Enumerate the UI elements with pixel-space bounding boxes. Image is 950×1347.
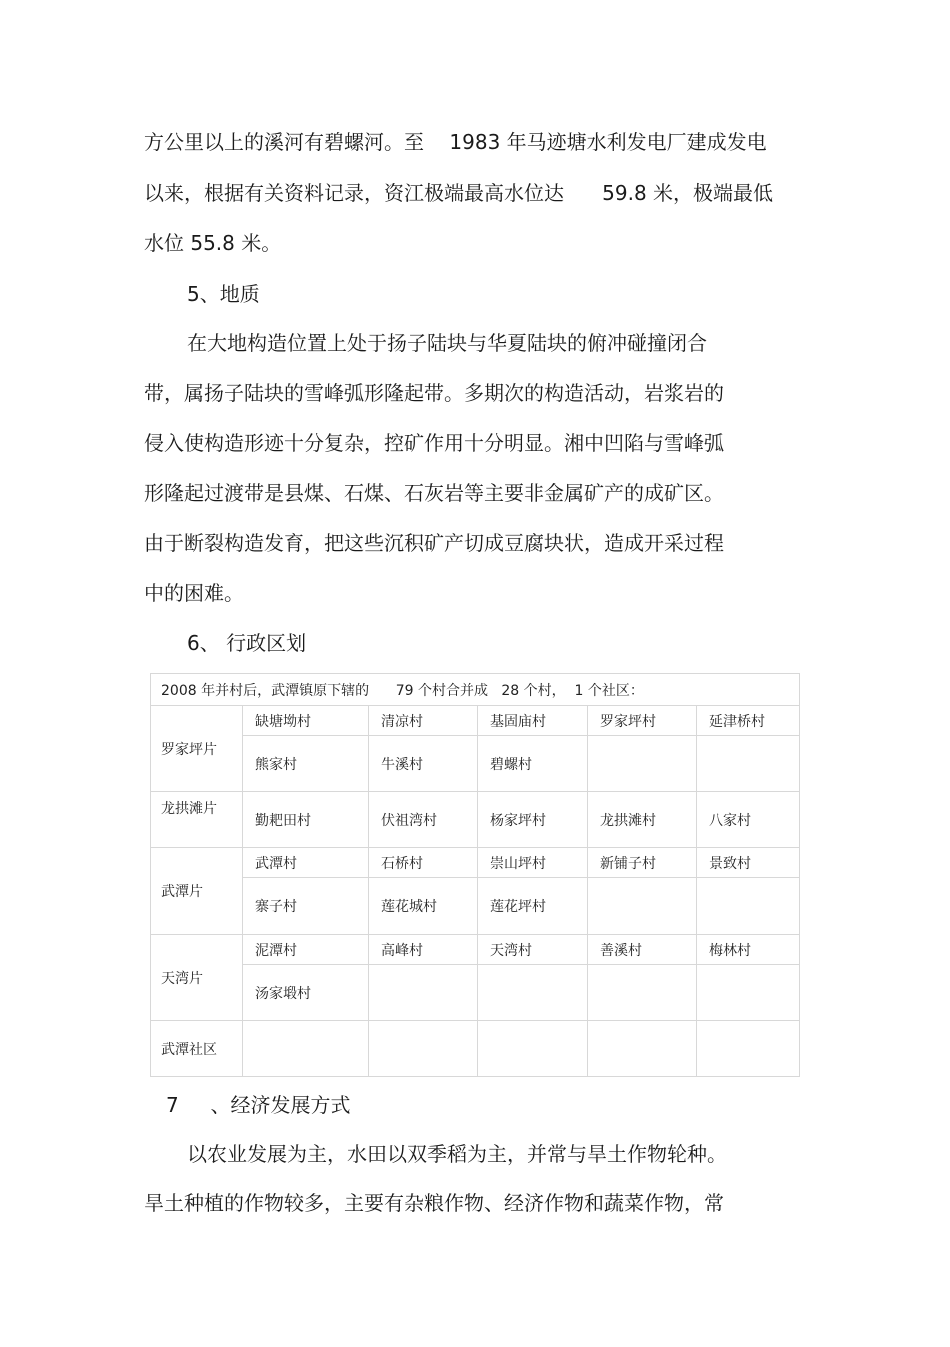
village-cell: 八家村 <box>697 792 800 848</box>
village-cell: 武潭村 <box>243 848 369 878</box>
village-cell: 碧螺村 <box>478 736 588 792</box>
section-heading-administrative: 6、 行政区划 <box>187 631 307 655</box>
village-cell <box>697 736 800 792</box>
village-cell: 莲花坪村 <box>478 878 588 935</box>
village-cell <box>697 878 800 935</box>
village-cell: 龙拱滩村 <box>588 792 697 848</box>
region-label: 罗家坪片 <box>151 706 243 792</box>
village-cell <box>478 965 588 1021</box>
village-cell: 石桥村 <box>369 848 478 878</box>
village-table <box>150 673 800 1077</box>
text-line: 带，属扬子陆块的雪峰弧形隆起带。多期次的构造活动，岩浆岩的 <box>144 381 724 405</box>
village-cell: 罗家坪村 <box>588 706 697 736</box>
village-cell: 熊家村 <box>243 736 369 792</box>
text-line: 侵入使构造形迹十分复杂，控矿作用十分明显。湘中凹陷与雪峰弧 <box>144 431 724 455</box>
text-line: 形隆起过渡带是县煤、石煤、石灰岩等主要非金属矿产的成矿区。 <box>144 481 724 505</box>
text-line: 水位 55.8 米。 <box>144 231 282 255</box>
village-cell: 勤耙田村 <box>243 792 369 848</box>
village-cell <box>588 878 697 935</box>
section-heading-economy: 7 、经济发展方式 <box>166 1093 351 1117</box>
text-line: 以来，根据有关资料记录，资江极端最高水位达 59.8 米，极端最低 <box>144 181 774 205</box>
village-cell: 基固庙村 <box>478 706 588 736</box>
village-cell: 牛溪村 <box>369 736 478 792</box>
village-cell <box>588 1021 697 1077</box>
village-cell: 泥潭村 <box>243 935 369 965</box>
section-heading-geology: 5、地质 <box>187 282 260 306</box>
village-cell: 梅林村 <box>697 935 800 965</box>
table-caption: 2008 年并村后，武潭镇原下辖的 79 个村合并成 28 个村， 1 个社区： <box>151 674 800 706</box>
text-line: 方公里以上的溪河有碧螺河。至 1983 年马迹塘水利发电厂建成发电 <box>144 130 767 154</box>
region-label: 武潭社区 <box>151 1021 243 1077</box>
village-cell: 崇山坪村 <box>478 848 588 878</box>
village-cell <box>588 736 697 792</box>
text-line: 由于断裂构造发育，把这些沉积矿产切成豆腐块状，造成开采过程 <box>144 531 724 555</box>
village-cell: 寨子村 <box>243 878 369 935</box>
region-label: 龙拱滩片 <box>151 792 243 848</box>
village-cell: 景致村 <box>697 848 800 878</box>
village-cell <box>369 965 478 1021</box>
village-cell: 天湾村 <box>478 935 588 965</box>
village-cell <box>243 1021 369 1077</box>
text-line: 以农业发展为主，水田以双季稻为主，并常与旱土作物轮种。 <box>187 1142 727 1166</box>
village-cell <box>478 1021 588 1077</box>
village-cell: 伏祖湾村 <box>369 792 478 848</box>
village-cell: 杨家坪村 <box>478 792 588 848</box>
village-cell: 新铺子村 <box>588 848 697 878</box>
region-label: 武潭片 <box>151 848 243 935</box>
text-line: 在大地构造位置上处于扬子陆块与华夏陆块的俯冲碰撞闭合 <box>187 331 707 355</box>
village-cell <box>697 965 800 1021</box>
village-cell <box>697 1021 800 1077</box>
village-cell: 汤家塅村 <box>243 965 369 1021</box>
text-line: 旱土种植的作物较多，主要有杂粮作物、经济作物和蔬菜作物，常 <box>144 1191 724 1215</box>
village-cell <box>369 1021 478 1077</box>
village-cell: 善溪村 <box>588 935 697 965</box>
village-cell: 清凉村 <box>369 706 478 736</box>
village-cell: 延津桥村 <box>697 706 800 736</box>
village-cell: 缺塘坳村 <box>243 706 369 736</box>
village-cell: 高峰村 <box>369 935 478 965</box>
village-cell <box>588 965 697 1021</box>
text-line: 中的困难。 <box>144 581 244 605</box>
region-label: 天湾片 <box>151 935 243 1021</box>
village-cell: 莲花城村 <box>369 878 478 935</box>
